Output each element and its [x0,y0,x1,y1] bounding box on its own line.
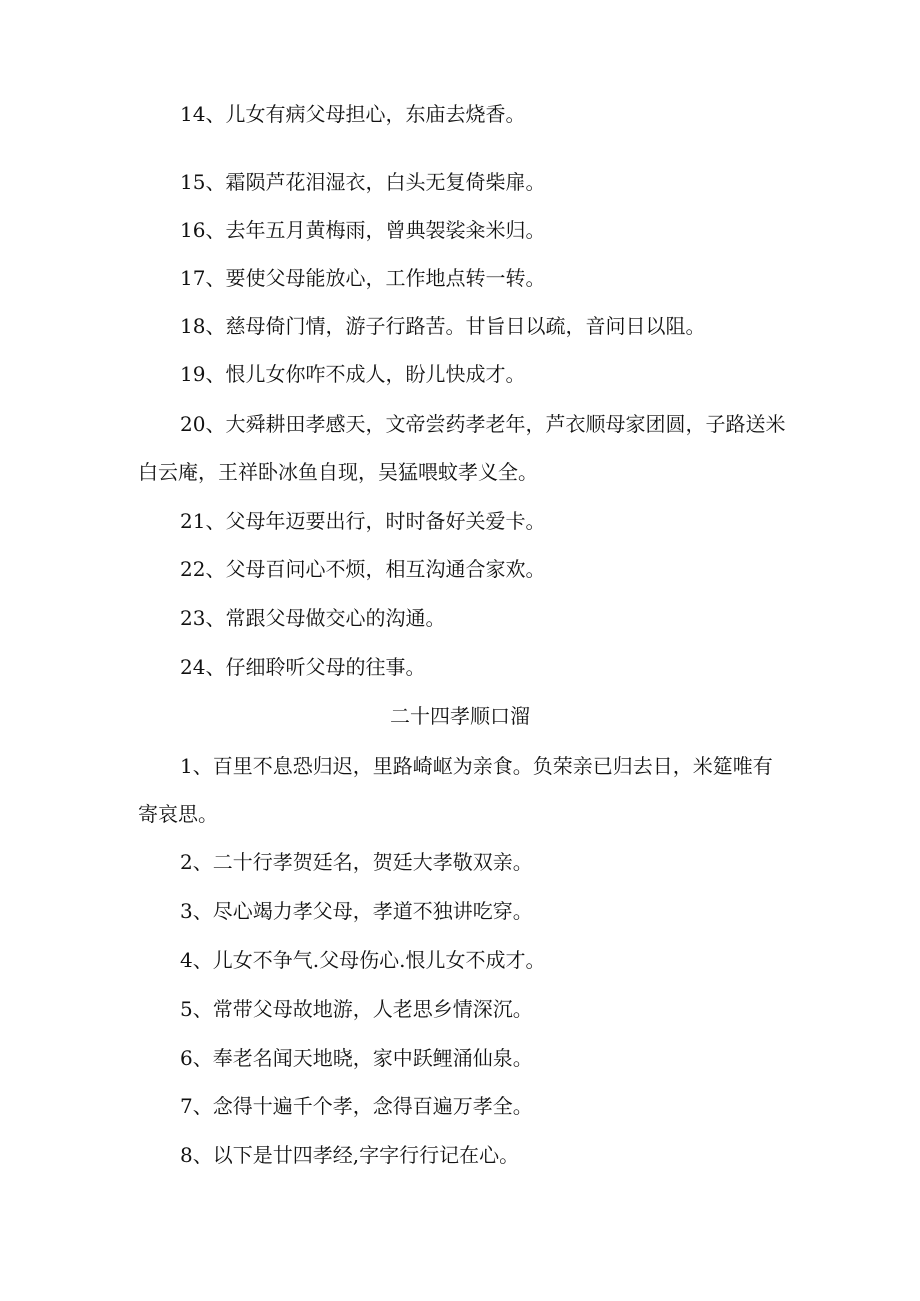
list-item: 17、要使父母能放心，工作地点转一转。 [180,266,546,290]
list-item: 5、常带父母故地游，人老思乡情深沉。 [180,997,533,1021]
list-item: 8、以下是廿四孝经,字字行行记在心。 [180,1143,520,1167]
list-item: 3、尽心竭力孝父母，孝道不独讲吃穿。 [180,899,533,923]
list-item: 6、奉老名闻天地晓，家中跃鲤涌仙泉。 [180,1046,533,1070]
list-item: 15、霜陨芦花泪湿衣，白头无复倚柴扉。 [180,170,546,194]
list-item: 21、父母年迈要出行，时时备好关爱卡。 [180,509,546,533]
list-item: 19、恨儿女你咋不成人，盼儿快成才。 [180,362,526,386]
list-item: 14、儿女有病父母担心，东庙去烧香。 [180,102,526,126]
list-item: 24、仔细聆听父母的往事。 [180,655,426,679]
list-item: 22、父母百问心不烦，相互沟通合家欢。 [180,557,546,581]
list-item: 16、去年五月黄梅雨，曾典袈裟籴米归。 [180,218,546,242]
list-item: 20、大舜耕田孝感天，文帝尝药孝老年，芦衣顺母家团圆，子路送米白云庵，王祥卧冰鱼自现，吴猛喂蚊孝义全。 [138,412,786,484]
list-item: 1、百里不息恐归迟，里路崎岖为亲食。负荣亲已归去日，米筵唯有寄哀思。 [138,754,773,826]
list-item: 4、儿女不争气.父母伤心.恨儿女不成才。 [180,948,546,972]
list-item: 7、念得十遍千个孝，念得百遍万孝全。 [180,1094,533,1118]
list-item: 18、慈母倚门情，游子行路苦。甘旨日以疏，音问日以阻。 [180,314,706,338]
list-item: 2、二十行孝贺廷名，贺廷大孝敬双亲。 [180,850,533,874]
list-item: 23、常跟父母做交心的沟通。 [180,606,446,630]
section-title: 二十四孝顺口溜 [390,704,530,728]
